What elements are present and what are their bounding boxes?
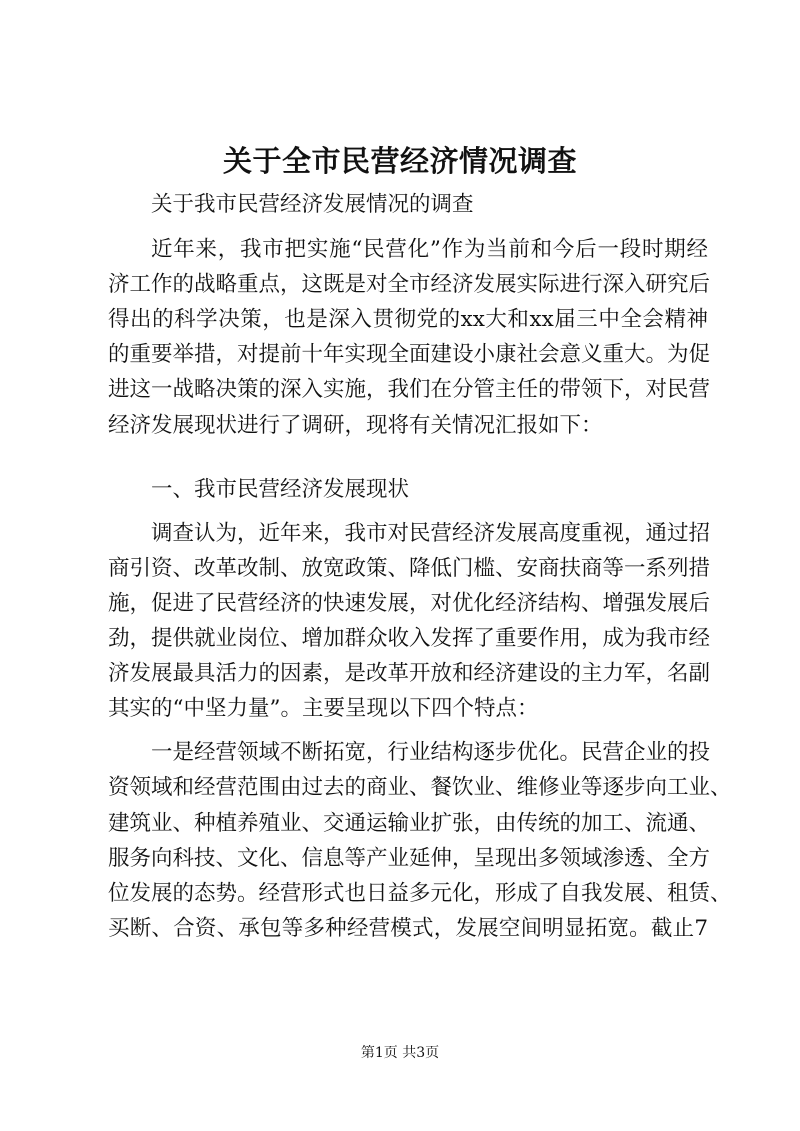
section-heading: 一、我市民营经济发展现状: [151, 477, 410, 502]
document-title: 关于全市民营经济情况调查: [222, 144, 577, 178]
paragraph-line: 位发展的态势。经营形式也日益多元化，形成了自我发展、租赁、: [108, 881, 732, 906]
paragraph-line: 济工作的战略重点，这既是对全市经济发展实际进行深入研究后: [108, 272, 711, 297]
paragraph-line: 一是经营领域不断拓宽，行业结构逐步优化。民营企业的投: [151, 740, 711, 765]
paragraph-line: 经济发展现状进行了调研，现将有关情况汇报如下：: [108, 413, 603, 438]
paragraph-line: 资领域和经营范围由过去的商业、餐饮业、维修业等逐步向工业、: [108, 775, 732, 800]
paragraph-line: 调查认为，近年来，我市对民营经济发展高度重视，通过招: [151, 521, 711, 546]
paragraph-line: 其实的“中坚力量”。主要呈现以下四个特点：: [108, 696, 539, 721]
paragraph-line: 得出的科学决策，也是深入贯彻党的xx大和xx届三中全会精神: [108, 307, 708, 332]
paragraph-line: 近年来，我市把实施“民营化”作为当前和今后一段时期经: [151, 237, 708, 262]
paragraph-line: 买断、合资、承包等多种经营模式，发展空间明显拓宽。截止7: [108, 916, 708, 941]
paragraph-line: 商引资、改革改制、放宽政策、降低门槛、安商扶商等一系列措: [108, 556, 711, 581]
paragraph-line: 建筑业、种植养殖业、交通运输业扩张，由传统的加工、流通、: [108, 811, 711, 836]
paragraph-line: 进这一战略决策的深入实施，我们在分管主任的带领下，对民营: [108, 377, 711, 402]
paragraph-line: 劲，提供就业岗位、增加群众收入发挥了重要作用，成为我市经: [108, 626, 711, 651]
paragraph-line: 的重要举措，对提前十年实现全面建设小康社会意义重大。为促: [108, 342, 711, 367]
page-footer: 第1页 共3页: [360, 1045, 440, 1061]
paragraph-line: 关于我市民营经济发展情况的调查: [151, 192, 474, 217]
paragraph-line: 济发展最具活力的因素，是改革开放和经济建设的主力军，名副: [108, 661, 711, 686]
paragraph-line: 服务向科技、文化、信息等产业延伸，呈现出多领域渗透、全方: [108, 846, 711, 871]
paragraph-line: 施，促进了民营经济的快速发展，对优化经济结构、增强发展后: [108, 591, 711, 616]
